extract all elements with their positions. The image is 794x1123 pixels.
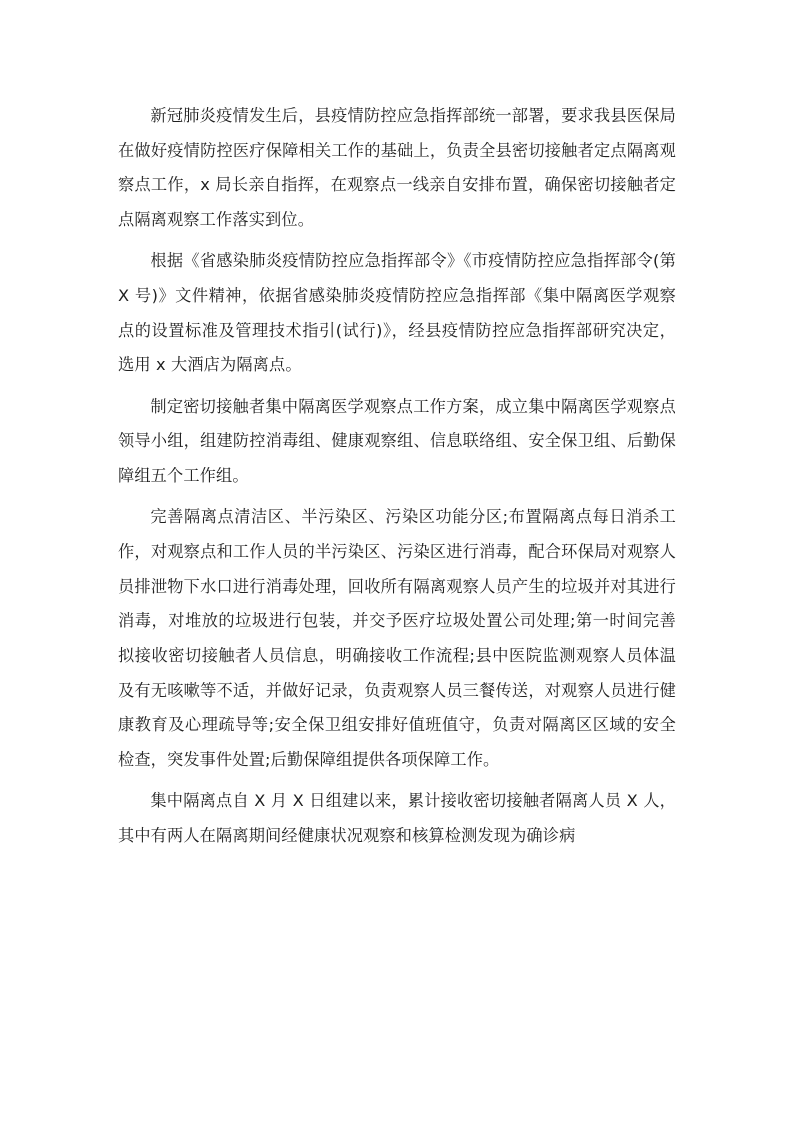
document-body [118,99,676,860]
paragraph-4: 完善隔离点清洁区、半污染区、污染区功能分区;布置隔离点每日消杀工作，对观察点和工作人员的半污染区、污染区进行消毒，配合环保局对观察人员排泄物下水口进行消毒处理，回收所有隔离观察人员产生的垃圾并对其进行消毒，对堆放的垃圾进行包装，并交予医疗垃圾处置公司处理;第一时间完善拟接收密切接触者人员信息，明确接收工作流程;县中医院监测观察人员体温及有无咳嗽等不适，并做好记录，负责观察人员三餐传送，对观察人员进行健康教育及心理疏导等;安全保卫组安排好值班值守，负责对隔离区区域的安全检查，突发事件处置;后勤保障组提供各项保障工作。 [118,507,676,770]
paragraph-3: 制定密切接触者集中隔离医学观察点工作方案，成立集中隔离医学观察点领导小组，组建防控消毒组、健康观察组、信息联络组、安全保卫组、后勤保障组五个工作组。 [118,396,676,486]
paragraph-5: 集中隔离点自 X 月 X 日组建以来，累计接收密切接触者隔离人员 X 人，其中有两人在隔离期间经健康状况观察和核算检测发现为确诊病 [118,791,676,846]
paragraph-1: 新冠肺炎疫情发生后，县疫情防控应急指挥部统一部署，要求我县医保局在做好疫情防控医疗保障相关工作的基础上，负责全县密切接触者定点隔离观察点工作，x 局长亲自指挥，在观察点一线亲自安排布置，确保密切接触者定点隔离观察工作落实到位。 [118,106,676,230]
paragraph-2: 根据《省感染肺炎疫情防控应急指挥部令》《市疫情防控应急指挥部令(第 X 号)》文件精神，依据省感染肺炎疫情防控应急指挥部《集中隔离医学观察点的设置标准及管理技术指引(试行)》，经县疫情防控应急指挥部研究决定，选用 x 大酒店为隔离点。 [118,251,676,375]
